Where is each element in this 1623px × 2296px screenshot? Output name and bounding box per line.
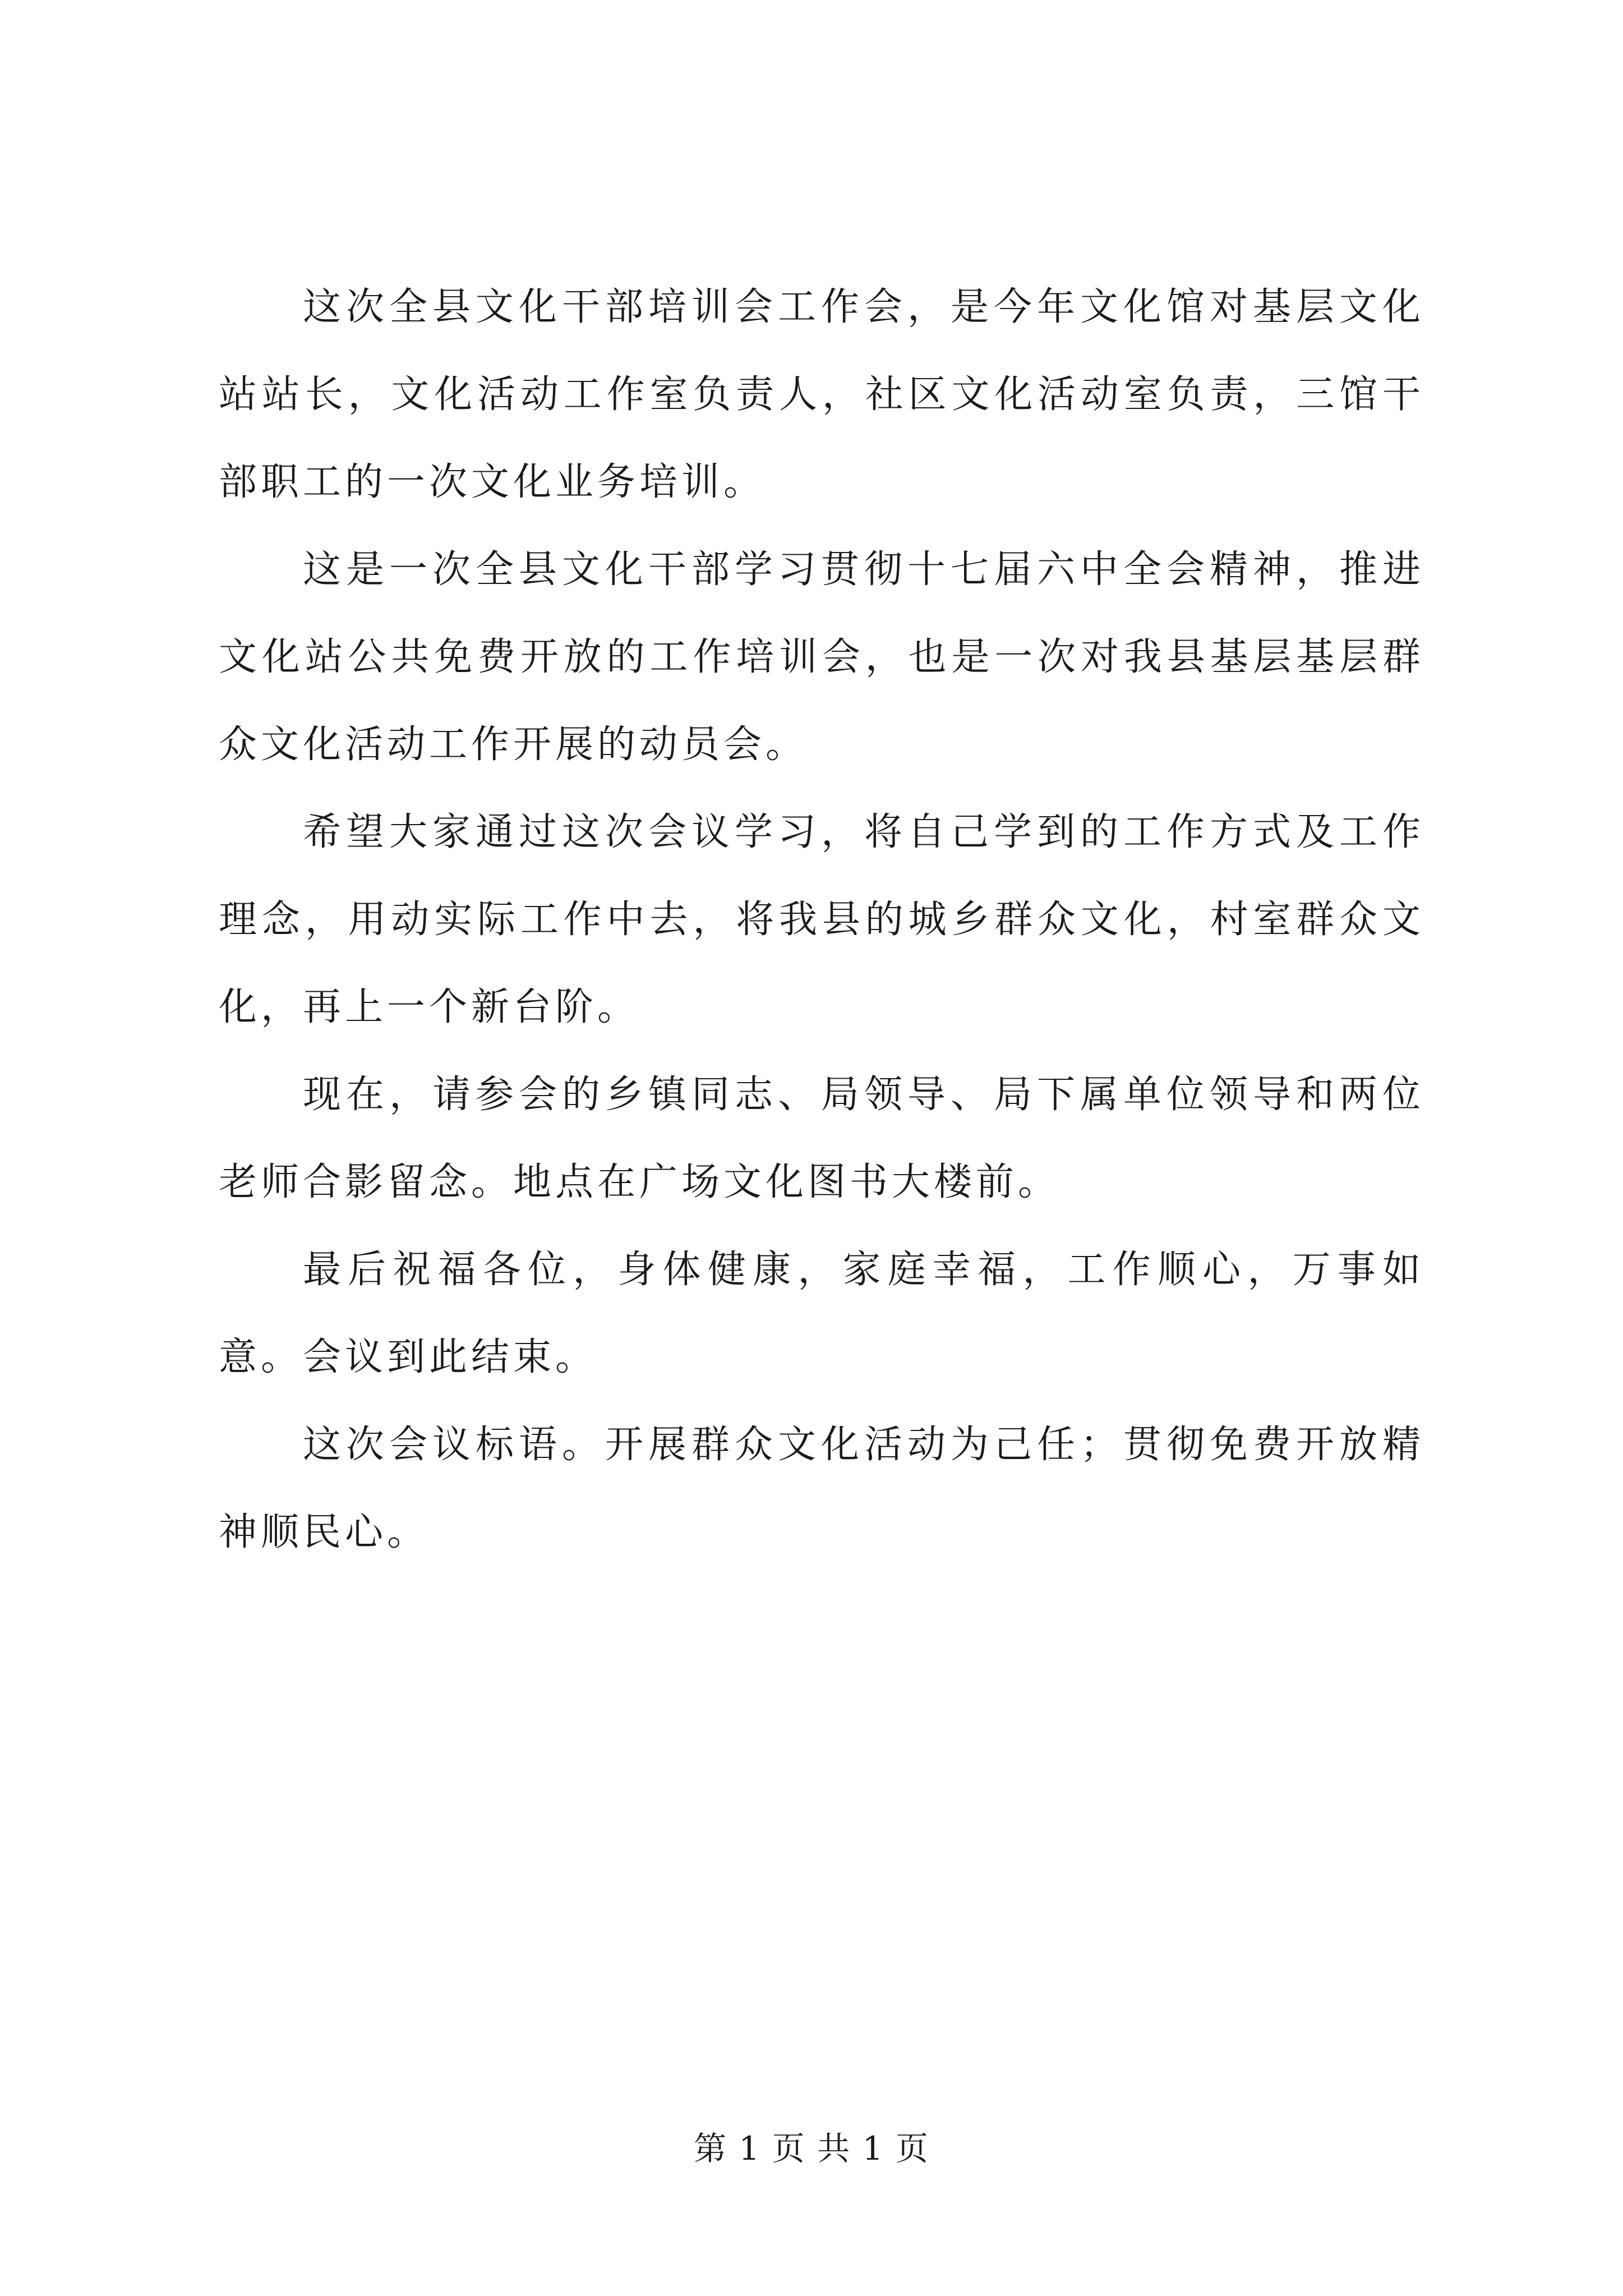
paragraph: 最后祝福各位，身体健康，家庭幸福，工作顺心，万事如意。会议到此结束。 xyxy=(219,1248,1424,1379)
paragraph: 这次全县文化干部培训会工作会，是今年文化馆对基层文化站站长，文化活动工作室负责人，社区文化活动室负责，三馆干部职工的一次文化业务培训。 xyxy=(219,285,1424,504)
document-body xyxy=(219,264,1424,1576)
page-footer xyxy=(0,2129,1623,2168)
paragraph: 现在，请参会的乡镇同志、局领导、局下属单位领导和两位老师合影留念。地点在广场文化图书大楼前。 xyxy=(219,1073,1424,1204)
paragraph: 这次会议标语。开展群众文化活动为己任；贯彻免费开放精神顺民心。 xyxy=(219,1423,1424,1554)
paragraph: 希望大家通过这次会议学习，将自己学到的工作方式及工作理念，用动实际工作中去，将我县的城乡群众文化，村室群众文化，再上一个新台阶。 xyxy=(219,810,1424,1029)
paragraph: 这是一次全县文化干部学习贯彻十七届六中全会精神，推进文化站公共免费开放的工作培训会，也是一次对我县基层基层群众文化活动工作开展的动员会。 xyxy=(219,547,1424,767)
page-number-label: 第 1 页 共 1 页 xyxy=(694,2129,929,2168)
